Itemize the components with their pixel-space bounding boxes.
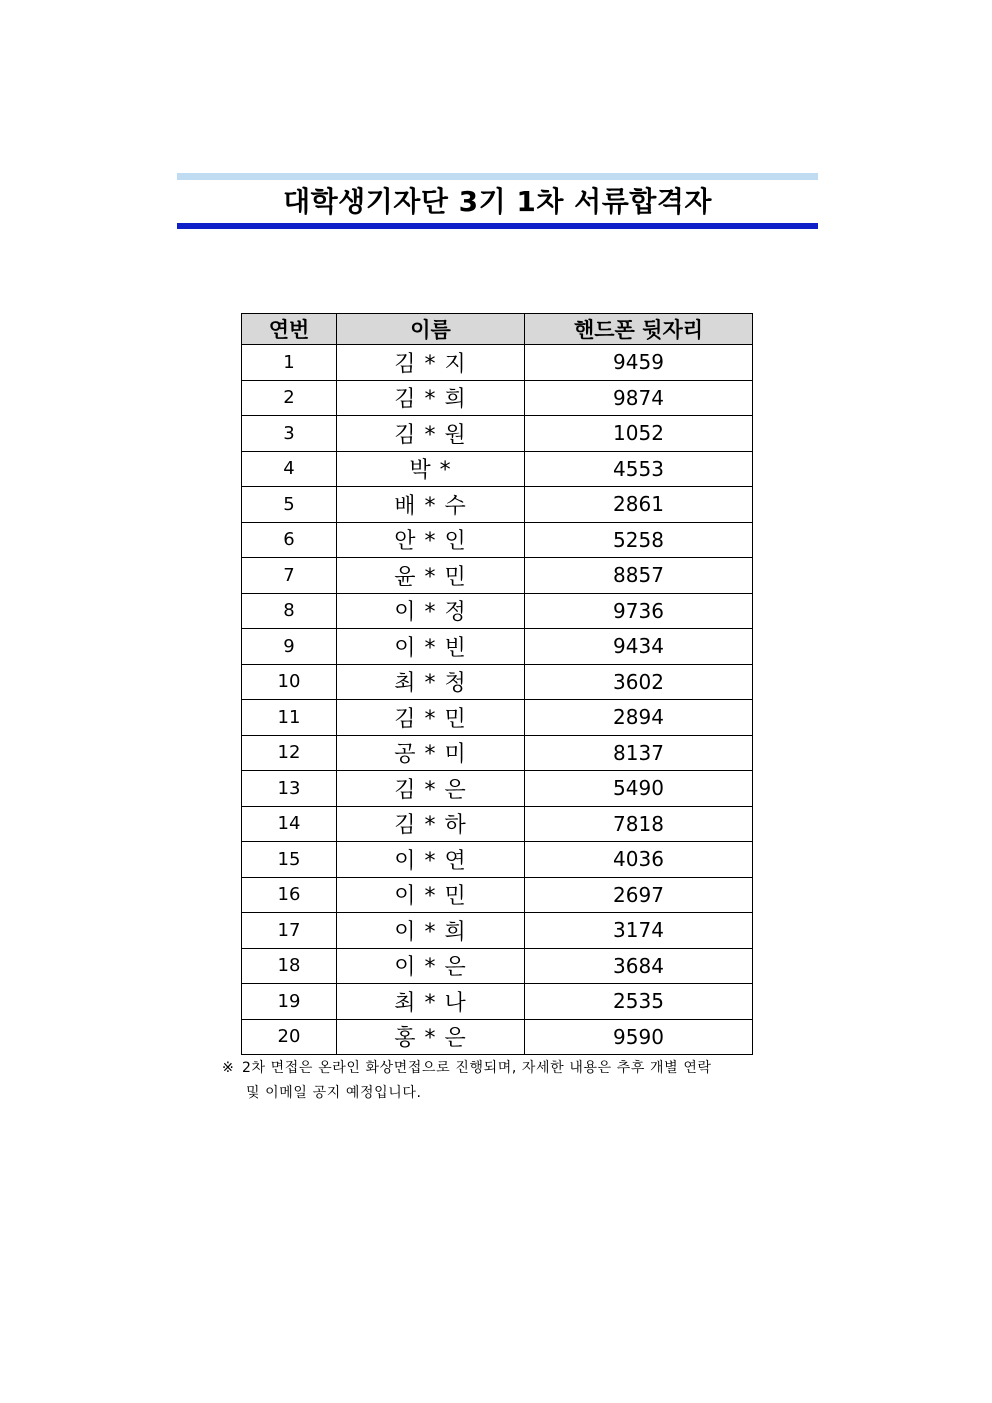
row-phone: 4553 <box>525 451 753 487</box>
row-name: 최 * 나 <box>337 984 525 1020</box>
row-phone: 2894 <box>525 700 753 736</box>
title-bottom-rule <box>177 223 818 229</box>
row-number: 15 <box>242 842 337 878</box>
row-name: 김 * 하 <box>337 806 525 842</box>
row-phone: 2535 <box>525 984 753 1020</box>
row-number: 18 <box>242 948 337 984</box>
table-row <box>242 806 753 842</box>
table-row <box>242 345 753 381</box>
table-row <box>242 380 753 416</box>
table-body <box>242 345 753 1055</box>
row-phone: 9736 <box>525 593 753 629</box>
reference-mark: ※ <box>222 1060 235 1076</box>
row-phone: 9590 <box>525 1019 753 1055</box>
row-name: 이 * 정 <box>337 593 525 629</box>
row-number: 8 <box>242 593 337 629</box>
row-number: 4 <box>242 451 337 487</box>
row-name: 공 * 미 <box>337 735 525 771</box>
row-phone: 9459 <box>525 345 753 381</box>
table-row <box>242 877 753 913</box>
header-number: 연번 <box>242 314 337 345</box>
row-number: 16 <box>242 877 337 913</box>
row-number: 13 <box>242 771 337 807</box>
row-phone: 2861 <box>525 487 753 523</box>
row-phone: 2697 <box>525 877 753 913</box>
row-name: 이 * 민 <box>337 877 525 913</box>
table-row <box>242 948 753 984</box>
row-phone: 3602 <box>525 664 753 700</box>
table-row <box>242 700 753 736</box>
row-phone: 3684 <box>525 948 753 984</box>
row-name: 김 * 원 <box>337 416 525 452</box>
row-phone: 8857 <box>525 558 753 594</box>
row-name: 배 * 수 <box>337 487 525 523</box>
row-phone: 9434 <box>525 629 753 665</box>
row-name: 안 * 인 <box>337 522 525 558</box>
row-number: 5 <box>242 487 337 523</box>
table-row <box>242 487 753 523</box>
footnote-text-1: 2차 면접은 온라인 화상면접으로 진행되며, 자세한 내용은 추후 개별 연락 <box>242 1060 712 1076</box>
row-number: 14 <box>242 806 337 842</box>
row-number: 19 <box>242 984 337 1020</box>
row-name: 이 * 희 <box>337 913 525 949</box>
row-phone: 7818 <box>525 806 753 842</box>
row-phone: 5490 <box>525 771 753 807</box>
table-row <box>242 664 753 700</box>
footnote-line-1 <box>222 1056 762 1081</box>
table-row <box>242 593 753 629</box>
row-name: 김 * 민 <box>337 700 525 736</box>
row-name: 김 * 은 <box>337 771 525 807</box>
applicant-table <box>241 313 753 1055</box>
table-row <box>242 558 753 594</box>
title-banner <box>177 173 818 229</box>
row-phone: 8137 <box>525 735 753 771</box>
row-number: 10 <box>242 664 337 700</box>
table-header-row <box>242 314 753 345</box>
row-number: 20 <box>242 1019 337 1055</box>
row-name: 홍 * 은 <box>337 1019 525 1055</box>
title-top-rule <box>177 173 818 180</box>
row-phone: 1052 <box>525 416 753 452</box>
row-number: 7 <box>242 558 337 594</box>
row-phone: 5258 <box>525 522 753 558</box>
row-number: 12 <box>242 735 337 771</box>
row-phone: 9874 <box>525 380 753 416</box>
row-name: 김 * 지 <box>337 345 525 381</box>
row-name: 이 * 연 <box>337 842 525 878</box>
table-row <box>242 522 753 558</box>
header-phone: 핸드폰 뒷자리 <box>525 314 753 345</box>
row-name: 이 * 빈 <box>337 629 525 665</box>
table-row <box>242 842 753 878</box>
row-number: 9 <box>242 629 337 665</box>
row-name: 이 * 은 <box>337 948 525 984</box>
row-phone: 4036 <box>525 842 753 878</box>
row-number: 1 <box>242 345 337 381</box>
row-name: 박 * <box>337 451 525 487</box>
row-number: 17 <box>242 913 337 949</box>
footnote <box>222 1056 762 1106</box>
page-title: 대학생기자단 3기 1차 서류합격자 <box>283 185 712 218</box>
row-name: 김 * 희 <box>337 380 525 416</box>
table-row <box>242 1019 753 1055</box>
header-name: 이름 <box>337 314 525 345</box>
table-row <box>242 451 753 487</box>
row-name: 최 * 청 <box>337 664 525 700</box>
row-number: 3 <box>242 416 337 452</box>
row-phone: 3174 <box>525 913 753 949</box>
row-number: 6 <box>242 522 337 558</box>
footnote-line-2: 및 이메일 공지 예정입니다. <box>246 1085 422 1101</box>
table-row <box>242 735 753 771</box>
table-row <box>242 416 753 452</box>
row-name: 윤 * 민 <box>337 558 525 594</box>
table-row <box>242 771 753 807</box>
table-row <box>242 629 753 665</box>
row-number: 2 <box>242 380 337 416</box>
row-number: 11 <box>242 700 337 736</box>
table-row <box>242 984 753 1020</box>
table-row <box>242 913 753 949</box>
